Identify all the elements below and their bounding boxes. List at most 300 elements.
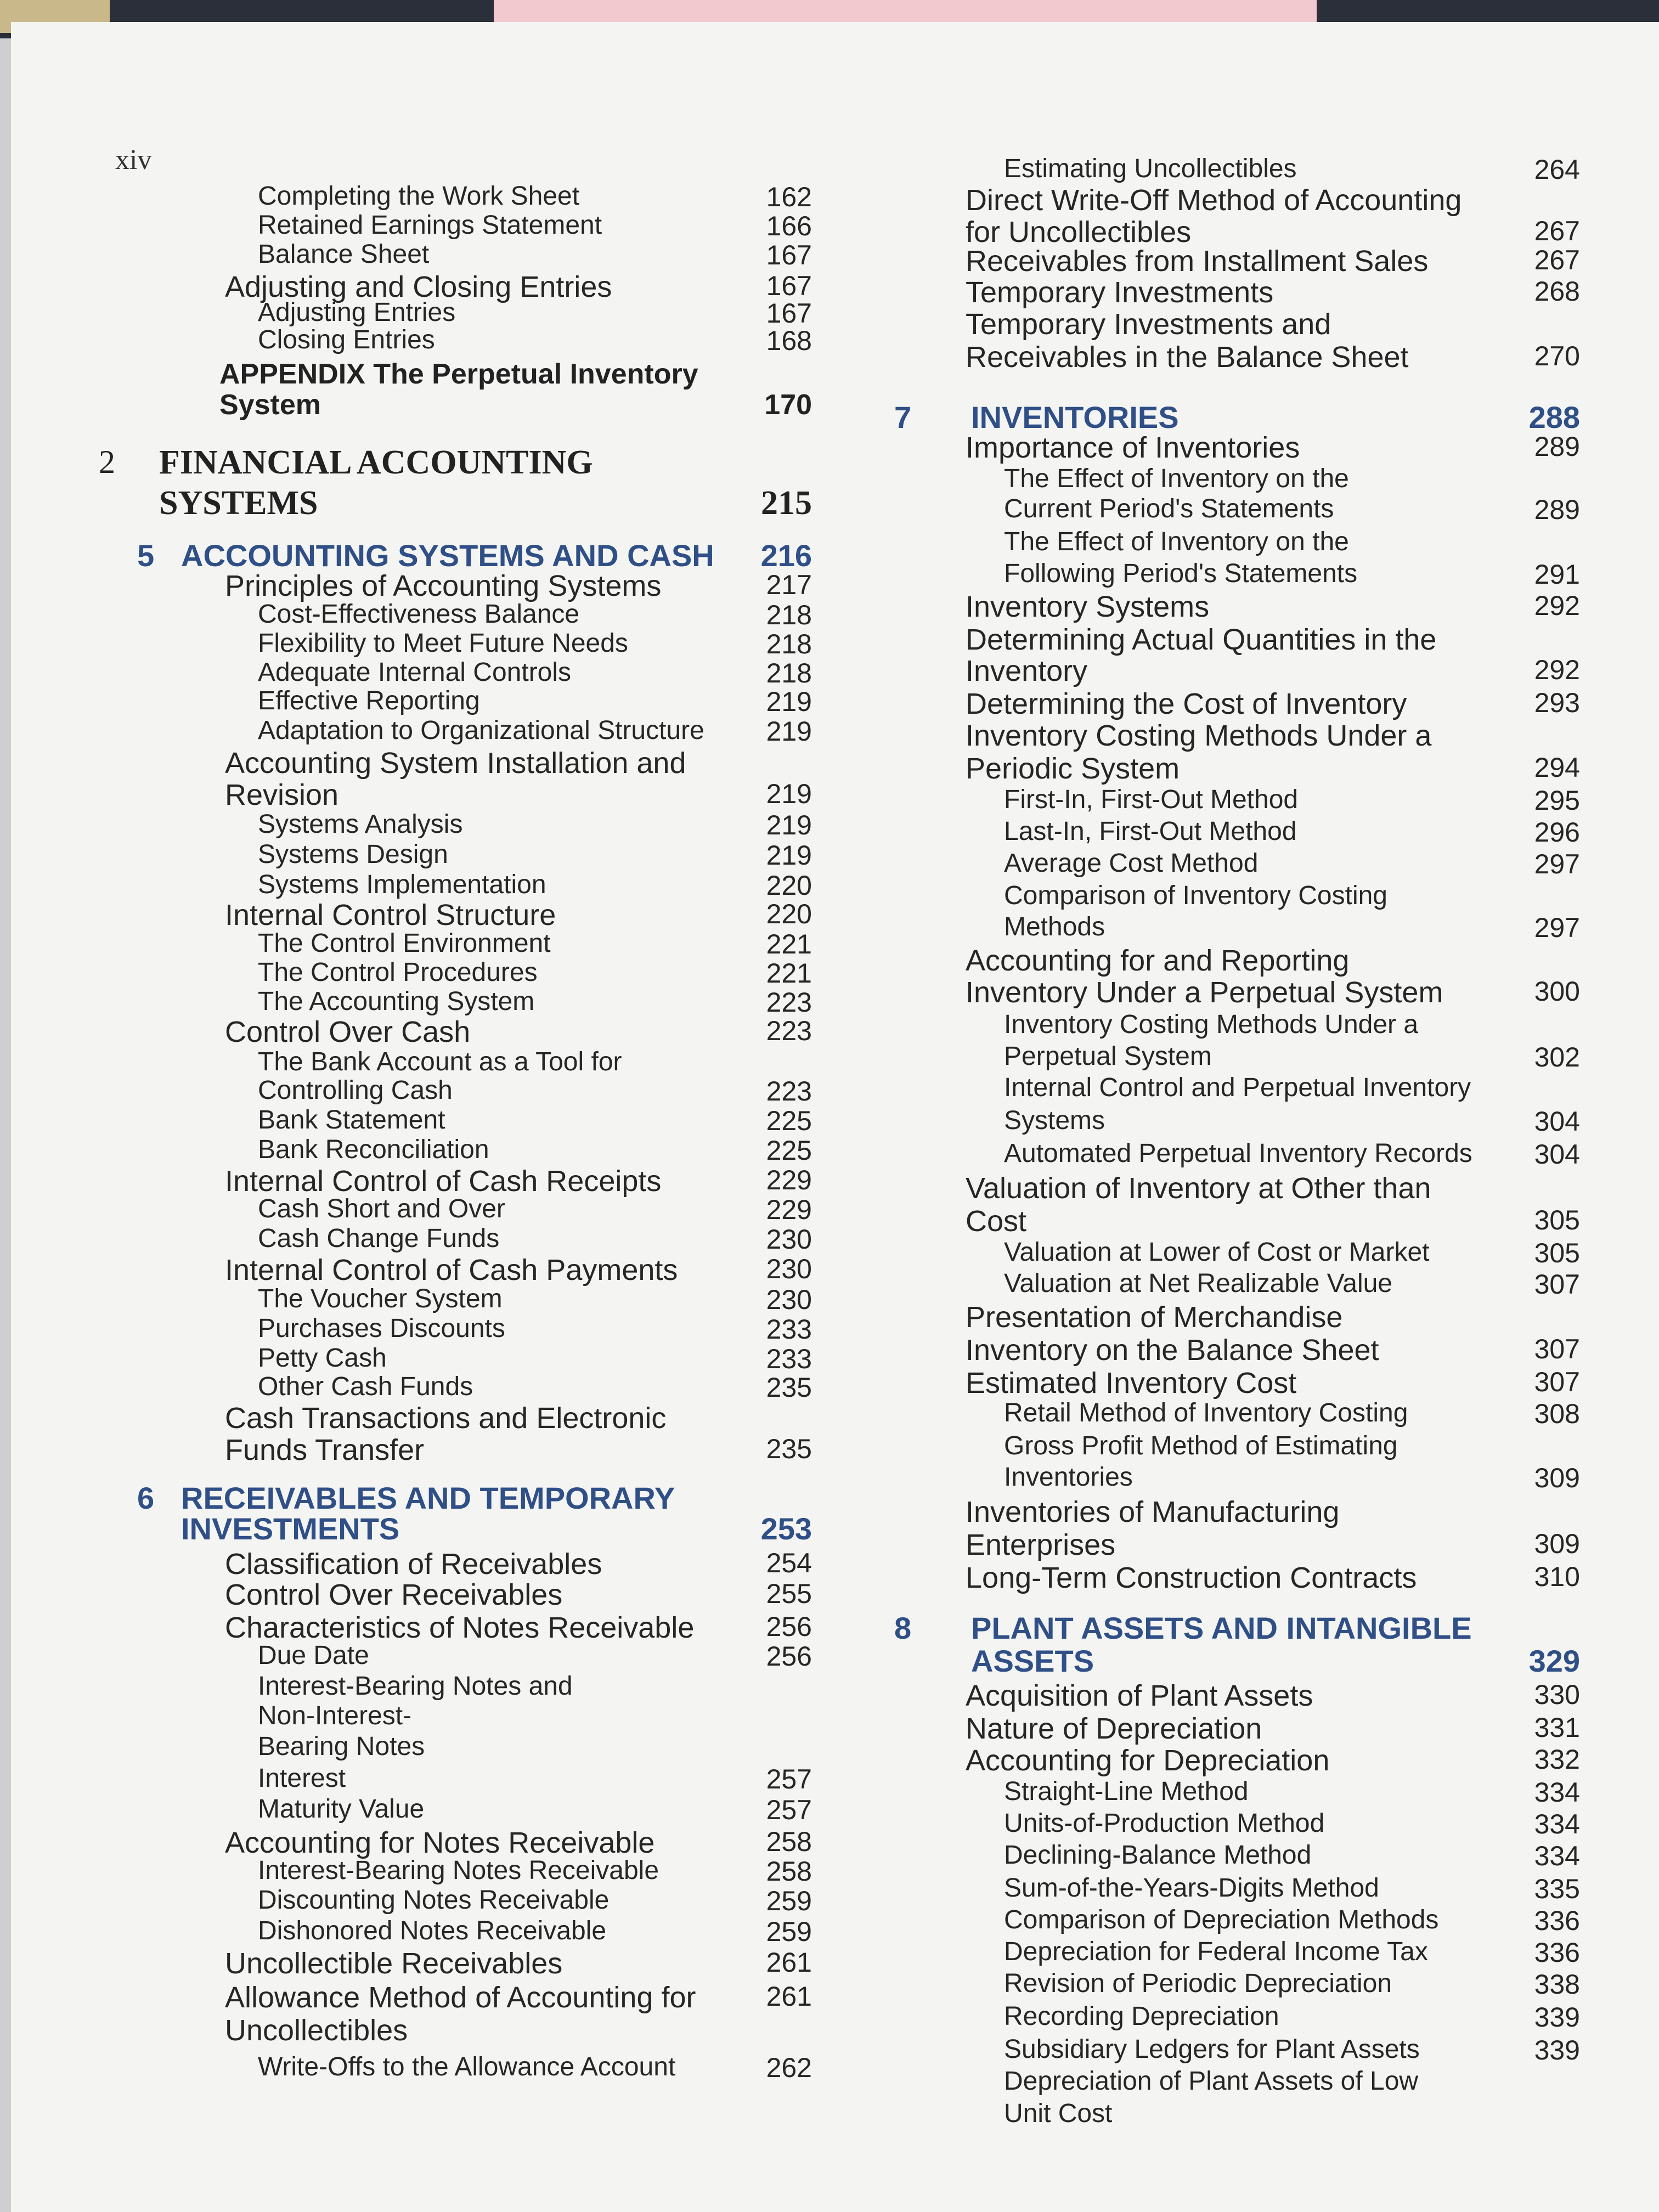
toc-entry-title: Interest-Bearing Notes and — [258, 1672, 573, 1701]
toc-entry-page: 332 — [1534, 1744, 1580, 1775]
toc-entry — [99, 443, 812, 481]
toc-entry — [99, 1075, 812, 1108]
toc-entry-page: 223 — [766, 987, 812, 1018]
toc-entry — [856, 2066, 1580, 2099]
toc-entry-page: 297 — [1534, 849, 1580, 879]
toc-entry-title: INVESTMENTS — [181, 1511, 400, 1546]
toc-entry-page: 261 — [766, 1981, 812, 2012]
toc-entry-title: Long-Term Construction Contracts — [966, 1561, 1417, 1594]
toc-entry-title: Dishonored Notes Receivable — [258, 1916, 607, 1945]
toc-entry — [99, 1372, 812, 1404]
toc-entry — [99, 928, 812, 961]
toc-entry-title: Receivables from Installment Sales — [966, 245, 1429, 278]
toc-entry-page: 220 — [766, 899, 812, 929]
toc-entry-page: 288 — [1528, 400, 1580, 435]
toc-entry-title: Accounting for Notes Receivable — [225, 1826, 655, 1859]
toc-entry — [99, 1253, 812, 1286]
toc-entry-page: 261 — [766, 1947, 812, 1978]
toc-entry — [99, 2013, 812, 2046]
toc-entry-title: Systems Design — [258, 840, 448, 869]
toc-entry-page: 220 — [766, 870, 812, 901]
toc-entry — [856, 154, 1580, 187]
toc-entry-page: 215 — [761, 484, 812, 522]
toc-entry-page: 216 — [760, 538, 812, 573]
toc-entry-page: 339 — [1534, 2035, 1580, 2066]
toc-entry-title: Subsidiary Ledgers for Plant Assets — [1004, 2035, 1420, 2064]
toc-entry — [99, 599, 812, 632]
toc-entry — [99, 569, 812, 602]
toc-entry — [99, 325, 812, 358]
toc-entry-title: Retail Method of Inventory Costing — [1004, 1398, 1408, 1427]
toc-entry-title: ACCOUNTING SYSTEMS AND CASH — [181, 538, 714, 573]
toc-entry-page: 219 — [766, 778, 812, 809]
toc-entry-title: The Effect of Inventory on the — [1004, 527, 1349, 556]
toc-entry-page: 258 — [766, 1856, 812, 1887]
toc-entry — [99, 1731, 812, 1764]
toc-entry-title: Automated Perpetual Inventory Records — [1004, 1139, 1472, 1168]
toc-entry-title: Units-of-Production Method — [1004, 1809, 1325, 1838]
toc-entry — [856, 654, 1580, 687]
toc-entry-page: 233 — [766, 1314, 812, 1345]
toc-entry-page: 336 — [1534, 1937, 1580, 1968]
toc-entry-title: Straight-Line Method — [1004, 1777, 1249, 1806]
toc-entry-title: Importance of Inventories — [966, 431, 1300, 464]
toc-entry-title: Cash Change Funds — [258, 1224, 500, 1253]
toc-entry-page: 257 — [766, 1795, 812, 1825]
toc-entry-page: 300 — [1534, 976, 1580, 1007]
toc-entry-title: Following Period's Statements — [1004, 559, 1358, 588]
toc-entry-title: Classification of Receivables — [225, 1548, 602, 1581]
toc-entry-title: Determining the Cost of Inventory — [966, 687, 1407, 720]
toc-entry — [99, 746, 812, 779]
toc-entry-page: 292 — [1534, 654, 1580, 685]
toc-entry — [99, 1671, 812, 1704]
toc-entry — [99, 1763, 812, 1796]
toc-entry-page: 230 — [766, 1224, 812, 1255]
toc-entry — [99, 839, 812, 872]
toc-entry-title: Uncollectibles — [225, 2014, 408, 2047]
toc-entry-page: 309 — [1534, 1463, 1580, 1493]
toc-entry-title: Comparison of Inventory Costing — [1004, 881, 1387, 910]
toc-entry — [99, 210, 812, 243]
toc-entry — [99, 1547, 812, 1580]
toc-entry — [856, 1679, 1580, 1712]
chapter-number: 8 — [894, 1611, 912, 1645]
toc-entry — [856, 975, 1580, 1008]
toc-entry — [856, 431, 1580, 464]
toc-entry — [856, 2001, 1580, 2034]
toc-entry-page: 230 — [766, 1254, 812, 1284]
toc-entry — [99, 870, 812, 902]
toc-entry — [99, 181, 812, 214]
toc-entry-page: 270 — [1534, 341, 1580, 371]
toc-entry-title: Valuation at Lower of Cost or Market — [1004, 1238, 1430, 1267]
toc-entry — [856, 2098, 1580, 2131]
toc-entry — [856, 275, 1580, 308]
toc-entry-title: Principles of Accounting Systems — [225, 569, 662, 602]
toc-entry — [856, 1462, 1580, 1495]
toc-entry — [99, 1194, 812, 1227]
toc-entry-page: 304 — [1534, 1106, 1580, 1137]
toc-entry-title: Accounting for Depreciation — [966, 1744, 1330, 1777]
toc-entry-title: Temporary Investments and — [966, 308, 1331, 341]
toc-entry — [856, 183, 1580, 216]
toc-entry-page: 170 — [764, 389, 812, 421]
toc-entry-title: Systems Implementation — [258, 870, 546, 899]
toc-entry-title: Due Date — [258, 1641, 369, 1670]
toc-entry-title: Internal Control of Cash Receipts — [225, 1165, 662, 1198]
toc-entry-page: 219 — [766, 716, 812, 747]
toc-entry-page: 267 — [1534, 245, 1580, 275]
toc-entry — [99, 1885, 812, 1918]
book-page — [11, 22, 1659, 2212]
toc-entry — [99, 1826, 812, 1859]
toc-entry — [856, 912, 1580, 945]
toc-entry — [99, 898, 812, 931]
toc-entry-title: Funds Transfer — [225, 1434, 425, 1466]
toc-entry-page: 329 — [1528, 1644, 1580, 1678]
toc-entry-page: 334 — [1534, 1809, 1580, 1839]
toc-entry — [856, 1968, 1580, 2001]
toc-entry-title: Interest — [258, 1764, 346, 1793]
toc-entry — [856, 752, 1580, 785]
toc-entry-page: 218 — [766, 600, 812, 630]
toc-entry-page: 292 — [1534, 590, 1580, 621]
toc-entry-title: Valuation at Net Realizable Value — [1004, 1269, 1392, 1298]
toc-entry-page: 338 — [1534, 1969, 1580, 2000]
toc-entry-page: 223 — [766, 1076, 812, 1107]
toc-entry-title: Cash Short and Over — [258, 1194, 505, 1223]
toc-entry — [99, 1135, 812, 1167]
toc-entry-title: Internal Control Structure — [225, 899, 556, 932]
toc-entry-page: 219 — [766, 810, 812, 840]
chapter-number: 6 — [137, 1481, 155, 1515]
toc-entry-title: Depreciation of Plant Assets of Low — [1004, 2067, 1419, 2096]
toc-entry-page: 305 — [1534, 1238, 1580, 1268]
toc-entry-title: Valuation of Inventory at Other than — [966, 1172, 1431, 1205]
toc-entry-page: 307 — [1534, 1367, 1580, 1397]
toc-entry-title: Maturity Value — [258, 1795, 425, 1824]
toc-entry-title: Control Over Cash — [225, 1015, 471, 1048]
toc-entry — [99, 1794, 812, 1827]
page-number: xiv — [115, 144, 152, 176]
toc-entry — [99, 957, 812, 990]
toc-entry-page: 304 — [1534, 1139, 1580, 1170]
toc-entry-title: Unit Cost — [1004, 2099, 1113, 2128]
toc-entry-title: Temporary Investments — [966, 276, 1274, 309]
toc-entry — [856, 1041, 1580, 1074]
toc-entry-title: Accounting for and Reporting — [966, 944, 1350, 977]
toc-entry-page: 221 — [766, 929, 812, 960]
toc-entry-page: 264 — [1534, 154, 1580, 185]
toc-entry — [99, 1980, 812, 2013]
toc-entry-page: 167 — [766, 240, 812, 270]
toc-entry — [856, 494, 1580, 527]
toc-entry-title: Estimating Uncollectibles — [1004, 154, 1297, 183]
toc-entry-title: Completing the Work Sheet — [258, 182, 580, 211]
toc-entry — [856, 944, 1580, 977]
toc-entry-page: 268 — [1534, 276, 1580, 307]
toc-entry-title: Control Over Receivables — [225, 1578, 563, 1611]
toc-entry — [99, 1480, 812, 1513]
toc-entry-page: 330 — [1534, 1679, 1580, 1710]
toc-entry-page: 219 — [766, 840, 812, 871]
toc-entry-title: Systems — [1004, 1106, 1105, 1135]
toc-entry — [856, 1643, 1580, 1676]
toc-entry-title: Revision — [225, 778, 339, 811]
toc-entry — [99, 388, 812, 421]
toc-entry — [99, 686, 812, 719]
toc-entry — [99, 2052, 812, 2085]
toc-entry — [856, 1840, 1580, 1873]
toc-entry-page: 230 — [766, 1284, 812, 1315]
toc-entry-title: Comparison of Depreciation Methods — [1004, 1905, 1439, 1934]
toc-entry-page: 229 — [766, 1165, 812, 1195]
toc-entry-title: The Accounting System — [258, 987, 535, 1016]
toc-entry — [856, 307, 1580, 340]
toc-entry — [99, 1916, 812, 1949]
toc-entry-title: Inventory on the Balance Sheet — [966, 1334, 1379, 1367]
toc-entry-title: Inventories of Manufacturing — [966, 1496, 1340, 1528]
toc-entry-title: Inventory — [966, 654, 1088, 687]
toc-entry-page: 335 — [1534, 1874, 1580, 1904]
toc-entry-page: 235 — [766, 1434, 812, 1464]
toc-entry-page: 334 — [1534, 1841, 1580, 1871]
toc-entry — [856, 1171, 1580, 1204]
toc-entry-page: 168 — [766, 325, 812, 356]
toc-entry — [856, 1366, 1580, 1399]
toc-entry-title: Internal Control of Cash Payments — [225, 1254, 678, 1286]
toc-entry-title: First-In, First-Out Method — [1004, 785, 1299, 814]
toc-entry — [99, 1640, 812, 1673]
toc-entry — [856, 881, 1580, 913]
toc-entry — [99, 1946, 812, 1979]
toc-entry-title: Purchases Discounts — [258, 1314, 505, 1343]
toc-entry — [99, 239, 812, 272]
toc-entry-page: 289 — [1534, 431, 1580, 462]
toc-entry-title: INVENTORIES — [971, 400, 1179, 435]
toc-entry-title: Receivables in the Balance Sheet — [966, 341, 1409, 374]
toc-entry-title: Closing Entries — [258, 325, 435, 354]
toc-entry-title: Petty Cash — [258, 1344, 387, 1373]
toc-entry-title: Inventory Costing Methods Under a — [966, 719, 1432, 752]
toc-entry-title: Retained Earnings Statement — [258, 211, 602, 240]
toc-entry — [99, 1433, 812, 1466]
toc-entry-page: 221 — [766, 958, 812, 989]
toc-entry — [99, 1578, 812, 1611]
toc-entry-title: FINANCIAL ACCOUNTING — [159, 444, 593, 481]
toc-entry-page: 259 — [766, 1916, 812, 1947]
toc-entry-title: Determining Actual Quantities in the — [966, 623, 1437, 656]
toc-entry-page: 307 — [1534, 1334, 1580, 1364]
toc-entry-title: Non-Interest- — [258, 1701, 412, 1730]
toc-entry-title: Acquisition of Plant Assets — [966, 1679, 1313, 1712]
toc-entry-page: 305 — [1534, 1205, 1580, 1235]
toc-entry — [856, 1712, 1580, 1745]
chapter-number: 7 — [894, 400, 912, 435]
toc-entry — [856, 1431, 1580, 1464]
toc-entry-title: Enterprises — [966, 1528, 1116, 1561]
toc-entry — [856, 1561, 1580, 1594]
toc-entry — [856, 1268, 1580, 1301]
toc-entry-title: Cost-Effectiveness Balance — [258, 600, 580, 629]
toc-entry-page: 309 — [1534, 1528, 1580, 1559]
toc-entry — [99, 1855, 812, 1888]
toc-entry-page: 225 — [766, 1135, 812, 1166]
toc-entry — [99, 1343, 812, 1376]
toc-entry-page: 253 — [760, 1511, 812, 1546]
chapter-number: 5 — [137, 538, 155, 573]
toc-entry-title: Depreciation for Federal Income Tax — [1004, 1937, 1428, 1966]
toc-entry-page: 336 — [1534, 1905, 1580, 1936]
toc-entry — [99, 358, 812, 391]
toc-entry — [99, 778, 812, 811]
toc-entry — [856, 1138, 1580, 1171]
toc-entry — [856, 1905, 1580, 1938]
toc-entry — [856, 1009, 1580, 1042]
part-number: 2 — [99, 444, 115, 480]
toc-entry-title: Sum-of-the-Years-Digits Method — [1004, 1874, 1379, 1903]
toc-entry-title: Bank Statement — [258, 1105, 445, 1135]
toc-entry-title: Adjusting and Closing Entries — [225, 270, 612, 303]
toc-entry-page: 267 — [1534, 216, 1580, 246]
toc-entry-page: 223 — [766, 1015, 812, 1046]
toc-entry — [99, 1401, 812, 1434]
toc-entry — [99, 1611, 812, 1644]
toc-entry-page: 166 — [766, 211, 812, 241]
toc-entry-title: Nature of Depreciation — [966, 1712, 1262, 1745]
toc-entry-title: Accounting System Installation and — [225, 747, 686, 780]
toc-entry — [856, 1808, 1580, 1841]
toc-entry-title: Other Cash Funds — [258, 1372, 473, 1401]
toc-entry-title: Last-In, First-Out Method — [1004, 817, 1297, 846]
toc-entry — [856, 399, 1580, 435]
toc-entry — [856, 1495, 1580, 1528]
toc-entry — [99, 657, 812, 690]
toc-entry — [856, 2034, 1580, 2067]
toc-entry-page: 310 — [1534, 1561, 1580, 1592]
toc-entry — [856, 1610, 1580, 1643]
toc-entry-page: 257 — [766, 1764, 812, 1795]
paper-edge — [494, 0, 1317, 22]
toc-entry — [856, 1398, 1580, 1431]
toc-entry-title: Inventory Under a Perpetual System — [966, 976, 1443, 1009]
toc-entry-page: 258 — [766, 1826, 812, 1857]
toc-entry — [856, 816, 1580, 849]
toc-entry-title: for Uncollectibles — [966, 216, 1192, 249]
toc-entry-page: 259 — [766, 1886, 812, 1916]
toc-entry-page: 334 — [1534, 1777, 1580, 1808]
toc-entry-title: Uncollectible Receivables — [225, 1947, 563, 1980]
toc-entry — [856, 1204, 1580, 1237]
toc-entry-page: 256 — [766, 1641, 812, 1672]
toc-entry-page: 167 — [766, 270, 812, 301]
toc-entry-page: 217 — [766, 569, 812, 600]
toc-entry-title: Estimated Inventory Cost — [966, 1367, 1297, 1400]
toc-entry-title: Adaptation to Organizational Structure — [258, 716, 704, 745]
toc-entry — [856, 687, 1580, 720]
toc-entry — [856, 558, 1580, 591]
toc-entry-page: 233 — [766, 1344, 812, 1374]
toc-entry — [99, 1223, 812, 1256]
toc-entry-title: Adequate Internal Controls — [258, 658, 572, 687]
toc-entry-title: Inventory Costing Methods Under a — [1004, 1010, 1419, 1039]
toc-entry — [856, 1105, 1580, 1138]
toc-entry-page: 254 — [766, 1548, 812, 1578]
toc-entry — [99, 1105, 812, 1138]
toc-entry-title: Presentation of Merchandise — [966, 1301, 1343, 1334]
toc-entry-page: 296 — [1534, 817, 1580, 848]
toc-entry — [856, 340, 1580, 373]
toc-entry — [856, 848, 1580, 881]
toc-entry-page: 167 — [766, 298, 812, 329]
toc-entry — [99, 1511, 812, 1544]
toc-entry — [99, 1284, 812, 1317]
toc-entry-page: 331 — [1534, 1712, 1580, 1743]
toc-entry — [856, 464, 1580, 496]
toc-entry — [856, 1073, 1580, 1105]
toc-entry-title: Revision of Periodic Depreciation — [1004, 1969, 1392, 1998]
toc-entry-title: Direct Write-Off Method of Accounting — [966, 184, 1462, 217]
toc-entry-title: The Bank Account as a Tool for — [258, 1047, 622, 1076]
toc-entry-title: Cost — [966, 1205, 1027, 1238]
toc-entry-title: SYSTEMS — [159, 484, 318, 522]
toc-entry-page: 229 — [766, 1194, 812, 1225]
toc-entry-title: The Voucher System — [258, 1284, 503, 1313]
toc-entry-page: 225 — [766, 1105, 812, 1136]
toc-entry-title: The Control Procedures — [258, 958, 538, 987]
toc-entry — [856, 215, 1580, 248]
toc-entry-title: Effective Reporting — [258, 686, 480, 715]
toc-entry-title: Allowance Method of Accounting for — [225, 1981, 696, 2014]
toc-entry-title: Adjusting Entries — [258, 298, 456, 327]
toc-entry — [856, 785, 1580, 817]
toc-entry — [99, 715, 812, 748]
toc-entry-title: Periodic System — [966, 752, 1180, 785]
toc-entry-title: Controlling Cash — [258, 1076, 453, 1105]
toc-entry-page: 235 — [766, 1372, 812, 1403]
toc-entry-title: Characteristics of Notes Receivable — [225, 1611, 695, 1644]
toc-entry — [99, 1047, 812, 1080]
toc-entry-title: Systems Analysis — [258, 810, 463, 839]
toc-entry-title: Methods — [1004, 912, 1105, 941]
toc-entry — [856, 1873, 1580, 1906]
toc-entry — [99, 809, 812, 842]
toc-entry-title: ASSETS — [971, 1644, 1094, 1678]
toc-entry — [856, 1776, 1580, 1809]
toc-entry-title: Discounting Notes Receivable — [258, 1886, 610, 1915]
toc-entry-title: Perpetual System — [1004, 1042, 1212, 1071]
toc-entry — [856, 244, 1580, 277]
toc-entry-title: Gross Profit Method of Estimating — [1004, 1431, 1398, 1460]
toc-entry-title: Cash Transactions and Electronic — [225, 1402, 667, 1435]
toc-entry — [99, 484, 812, 522]
toc-entry — [99, 1701, 812, 1734]
toc-entry-title: Flexibility to Meet Future Needs — [258, 629, 628, 658]
toc-entry — [856, 1743, 1580, 1776]
toc-entry-page: 219 — [766, 686, 812, 717]
toc-entry-page: 339 — [1534, 2002, 1580, 2033]
toc-entry — [99, 1015, 812, 1048]
toc-entry-page: 218 — [766, 658, 812, 689]
toc-entry-page: 295 — [1534, 785, 1580, 816]
toc-entry-title: RECEIVABLES AND TEMPORARY — [181, 1481, 675, 1515]
toc-entry — [99, 538, 812, 571]
toc-entry-title: The Control Environment — [258, 929, 551, 958]
toc-entry-title: Balance Sheet — [258, 240, 430, 269]
toc-entry-page: 308 — [1534, 1398, 1580, 1429]
toc-entry-title: The Effect of Inventory on the — [1004, 464, 1349, 493]
